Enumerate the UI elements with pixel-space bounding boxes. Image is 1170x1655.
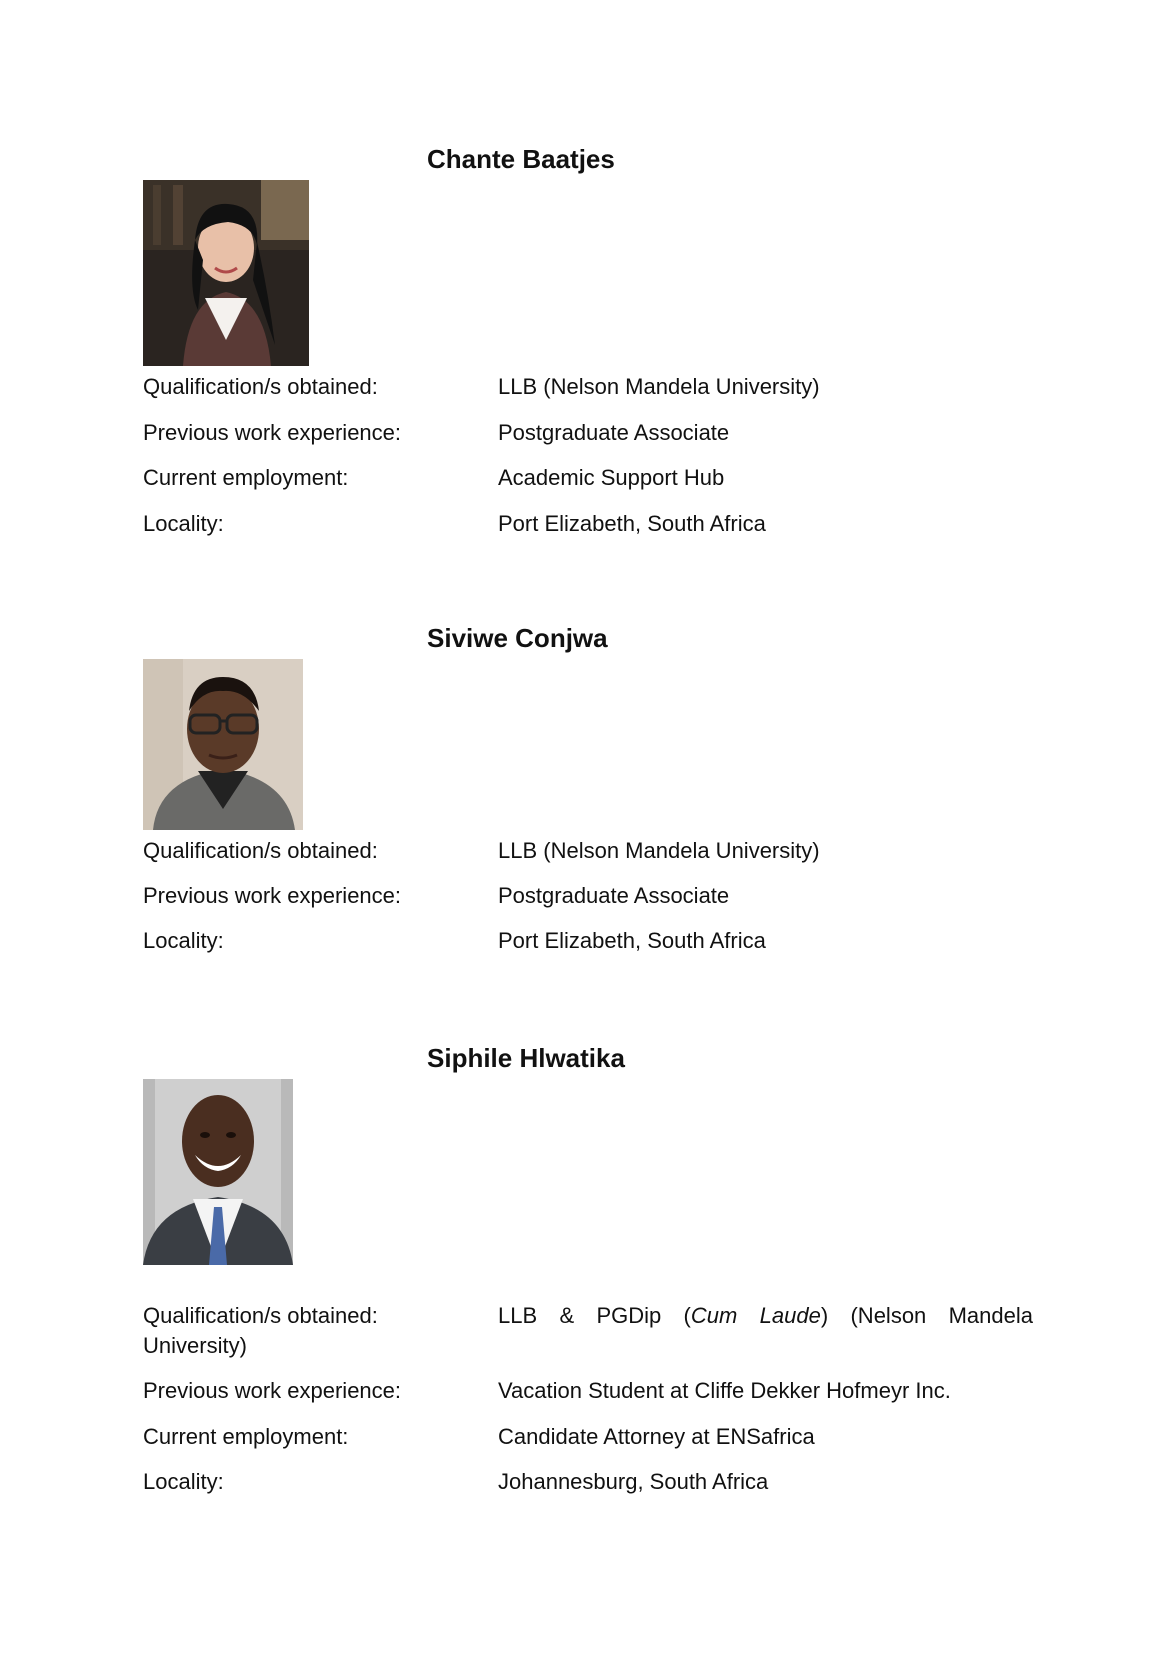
field-label: Locality: [143, 928, 224, 953]
profile-photo [143, 180, 309, 366]
field-value: LLB (Nelson Mandela University) [498, 374, 820, 399]
field-label: Locality: [143, 1469, 224, 1494]
field-label: Previous work experience: [143, 1378, 402, 1403]
field-value: Postgraduate Associate [498, 883, 730, 908]
field-value: LLB (Nelson Mandela University) [498, 838, 820, 863]
field-label: Qualification/s obtained: [143, 838, 378, 863]
field-value-part: ) (Nelson Mandela [820, 1303, 1033, 1328]
field-value: Port Elizabeth, South Africa [498, 511, 766, 536]
field-value-italic: Cum Laude [690, 1303, 821, 1328]
profile-name: Siviwe Conjwa [427, 623, 608, 653]
field-value [498, 1301, 1033, 1331]
field-label: Qualification/s obtained: [143, 374, 378, 399]
field-value: Vacation Student at Cliffe Dekker Hofmeyr Inc. [498, 1378, 951, 1403]
field-value: Johannesburg, South Africa [498, 1469, 769, 1494]
field-label: Previous work experience: [143, 883, 402, 908]
field-value: Academic Support Hub [498, 465, 725, 490]
field-label: Current employment: [143, 1424, 349, 1449]
field-row [143, 1301, 1043, 1361]
profile-photo [143, 659, 303, 830]
field-label-continuation: University) [143, 1333, 247, 1358]
field-label: Current employment: [143, 465, 349, 490]
profile-name: Siphile Hlwatika [427, 1043, 625, 1073]
field-value: Postgraduate Associate [498, 420, 730, 445]
field-label: Previous work experience: [143, 420, 402, 445]
profile-name: Chante Baatjes [427, 144, 615, 174]
field-label: Qualification/s obtained: [143, 1303, 378, 1328]
field-value: Candidate Attorney at ENSafrica [498, 1424, 815, 1449]
profile-photo [143, 1079, 293, 1265]
field-value-part: LLB & PGDip ( [498, 1303, 691, 1328]
field-value: Port Elizabeth, South Africa [498, 928, 766, 953]
field-label: Locality: [143, 511, 224, 536]
